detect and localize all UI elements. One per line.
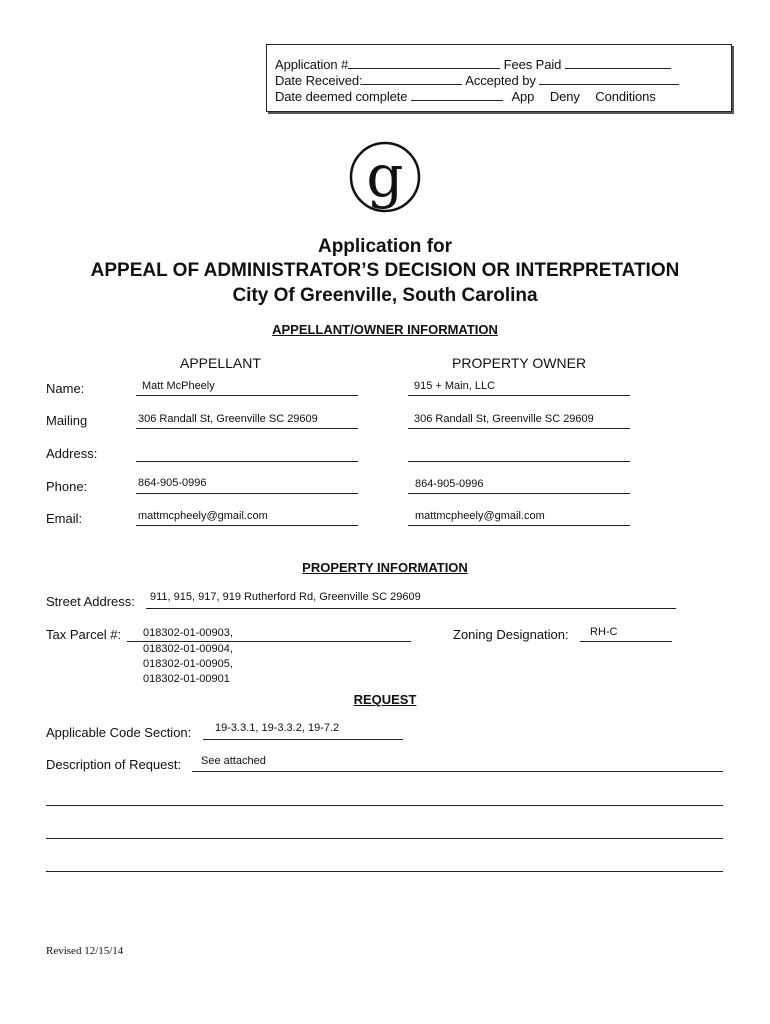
owner-mailing-field[interactable] [408,414,630,429]
appellant-email-value: mattmcpheely@gmail.com [138,510,268,522]
owner-phone-field[interactable] [408,479,630,494]
owner-address-field[interactable] [408,447,630,462]
tax-parcel-field[interactable] [127,627,411,642]
office-line-1 [275,57,671,72]
deny-option[interactable]: Deny [549,89,580,104]
title-line-3: City Of Greenville, South Carolina [232,285,538,306]
zoning-value: RH-C [590,626,618,638]
description-line-2[interactable] [46,804,723,806]
tax-parcel-value-4: 018302-01-00901 [143,673,230,685]
zoning-label: Zoning Designation: [453,627,569,642]
description-label: Description of Request: [46,757,182,772]
owner-section-heading: APPELLANT/OWNER INFORMATION [272,322,498,337]
appellant-phone-value: 864-905-0996 [138,477,207,489]
street-address-label: Street Address: [46,594,135,609]
appellant-name-field[interactable] [136,381,358,396]
application-no-label: Application # [275,57,349,72]
email-label: Email: [46,511,83,526]
accepted-by-field[interactable] [539,73,679,85]
zoning-field[interactable] [580,627,672,642]
owner-name-field[interactable] [408,381,630,396]
owner-phone-value: 864-905-0996 [415,478,484,490]
tax-parcel-value-2: 018302-01-00904, [143,643,233,655]
tax-parcel-value-3: 018302-01-00905, [143,658,233,670]
appellant-column-header: APPELLANT [180,355,261,371]
description-value: See attached [201,755,266,767]
logo-letter: g [366,142,404,210]
request-section-heading: REQUEST [353,692,417,707]
owner-column-header: PROPERTY OWNER [452,355,587,371]
office-use-box [266,44,732,112]
owner-email-field[interactable] [408,511,630,526]
tax-parcel-value-1: 018302-01-00903, [143,627,233,639]
code-section-label: Applicable Code Section: [46,725,192,740]
city-g-logo-icon [348,140,422,214]
date-complete-field[interactable] [411,89,503,101]
appellant-name-value: Matt McPheely [142,380,215,392]
description-field[interactable] [192,757,723,772]
street-address-value: 911, 915, 917, 919 Rutherford Rd, Greenville SC 29609 [150,591,421,603]
appellant-address-field[interactable] [136,447,358,462]
owner-name-value: 915 + Main, LLC [414,380,496,392]
address-label: Address: [46,446,98,461]
phone-label: Phone: [46,479,88,494]
app-option[interactable]: App [511,89,535,104]
description-line-3[interactable] [46,837,723,839]
fees-paid-label: Fees Paid [503,57,562,72]
office-line-3 [275,89,656,104]
date-received-field[interactable] [362,73,462,85]
date-complete-label: Date deemed complete [275,89,408,104]
application-no-field[interactable] [348,57,500,69]
title-line-2: APPEAL OF ADMINISTRATOR’S DECISION OR INTERPRETATION [90,260,680,281]
tax-parcel-label: Tax Parcel #: [46,627,122,642]
property-section-heading: PROPERTY INFORMATION [302,560,468,575]
title-line-1: Application for [317,236,453,257]
name-label: Name: [46,381,85,396]
appellant-phone-field[interactable] [136,479,358,494]
owner-email-value: mattmcpheely@gmail.com [415,510,545,522]
code-section-value: 19-3.3.1, 19-3.3.2, 19-7.2 [215,722,340,734]
date-received-label: Date Received: [275,73,363,88]
accepted-by-label: Accepted by [465,73,536,88]
code-section-field[interactable] [203,722,403,740]
appellant-email-field[interactable] [136,511,358,526]
fees-paid-field[interactable] [565,57,671,69]
appellant-mailing-value: 306 Randall St, Greenville SC 29609 [138,413,318,425]
description-line-4[interactable] [46,870,723,872]
office-line-2 [275,73,679,88]
revised-date: Revised 12/15/14 [46,945,124,957]
appellant-mailing-field[interactable] [136,414,358,429]
mailing-label: Mailing [46,413,88,428]
conditions-option[interactable]: Conditions [595,89,656,104]
owner-mailing-value: 306 Randall St, Greenville SC 29609 [414,413,594,425]
street-address-field[interactable] [146,591,676,609]
